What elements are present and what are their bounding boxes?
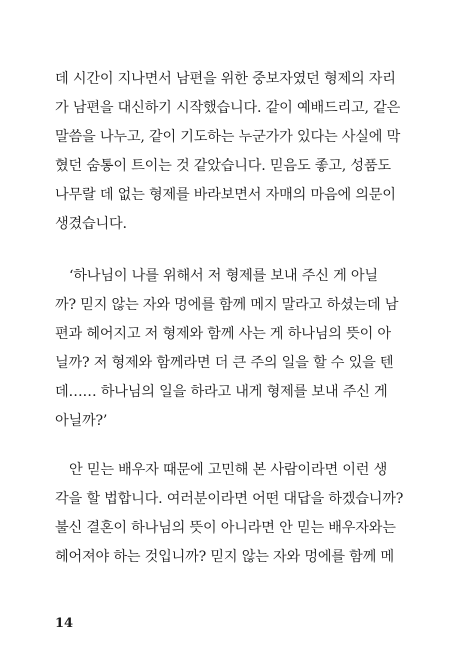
paragraph bbox=[55, 456, 420, 572]
text-line: 가 남편을 대신하기 시작했습니다. 같이 예배드리고, 같은 bbox=[55, 100, 401, 116]
text-line: 혔던 숨통이 트이는 것 같았습니다. 믿음도 좋고, 성품도 bbox=[55, 158, 391, 174]
text-line: 데 시간이 지나면서 남편을 위한 중보자였던 형제의 자리 bbox=[55, 71, 396, 87]
text-line: 안 믿는 배우자 때문에 고민해 본 사람이라면 이런 생 bbox=[69, 462, 388, 478]
text-line: 헤어져야 하는 것입니까? 믿지 않는 자와 멍에를 함께 메 bbox=[55, 549, 394, 565]
text-line: ‘하나님이 나를 위해서 저 형제를 보내 주신 게 아닐 bbox=[69, 268, 378, 284]
text-line: 까? 믿지 않는 자와 멍에를 함께 메지 말라고 하셨는데 남 bbox=[55, 297, 399, 313]
text-line: 각을 할 법합니다. 여러분이라면 어떤 대답을 하겠습니까? bbox=[55, 491, 404, 507]
text-line: 데…… 하나님의 일을 하라고 내게 형제를 보내 주신 게 bbox=[55, 384, 388, 400]
text-line: 나무랄 데 없는 형제를 바라보면서 자매의 마음에 의문이 bbox=[55, 187, 396, 203]
text-line: 편과 헤어지고 저 형제와 함께 사는 게 하나님의 뜻이 아 bbox=[55, 326, 391, 342]
text-line: 아닐까?’ bbox=[55, 413, 108, 429]
text-line: 불신 결혼이 하나님의 뜻이 아니라면 안 믿는 배우자와는 bbox=[55, 520, 396, 536]
text-line: 말씀을 나누고, 같이 기도하는 누군가가 있다는 사실에 막 bbox=[55, 129, 401, 145]
text-line: 닐까? 저 형제와 함께라면 더 큰 주의 일을 할 수 있을 텐 bbox=[55, 355, 394, 371]
text-line: 생겼습니다. bbox=[55, 216, 127, 232]
quoted-paragraph bbox=[55, 262, 420, 436]
page-number: 14 bbox=[55, 616, 74, 631]
paragraph bbox=[55, 65, 420, 239]
